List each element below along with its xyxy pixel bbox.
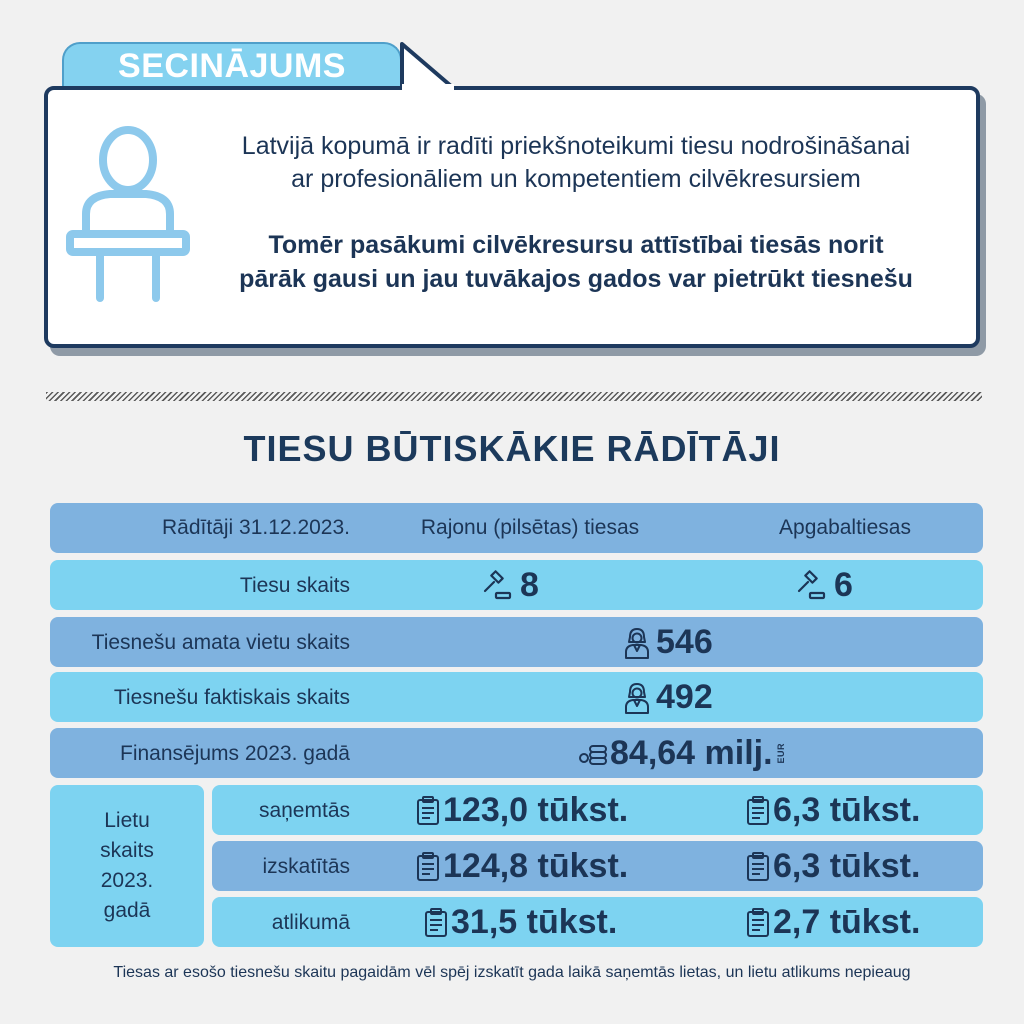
header-label: Rādītāji 31.12.2023. <box>162 516 350 539</box>
clipboard-icon <box>424 908 448 938</box>
section-title: TIESU BŪTISKĀKIE RĀDĪTĀJI <box>243 428 781 469</box>
courts-district-value <box>482 566 539 605</box>
clipboard-icon <box>746 908 770 938</box>
cases-label-line: gadā <box>103 899 151 922</box>
cases-pending-label: atlikumā <box>271 911 350 934</box>
footnote: Tiesas ar esošo tiesnešu skaitu pagaidām vēl spēj izskatīt gada laikā saņemtās lietas, un lietu atlikums nepieaug <box>113 964 911 981</box>
cases-label-line: skaits <box>100 839 154 862</box>
courts-regional-number: 6 <box>834 566 853 604</box>
cases-pending-district <box>424 903 617 942</box>
cases-reviewed-regional <box>746 847 920 886</box>
cases-received-district <box>416 791 628 830</box>
gavel-icon <box>482 570 514 602</box>
conclusion-line-2: ar profesionāliem un kompetentiem cilvēkresursiem <box>291 165 861 193</box>
cases-received-regional-number: 6,3 tūkst. <box>773 791 921 829</box>
clipboard-icon <box>746 852 770 882</box>
positions-value <box>624 623 713 662</box>
conclusion-bold-text <box>196 228 956 296</box>
positions-number: 546 <box>656 623 713 661</box>
conclusion-tab-label: SECINĀJUMS <box>118 47 346 85</box>
gavel-icon <box>796 570 828 602</box>
conclusion-line-1: Latvijā kopumā ir radīti priekšnoteikumi tiesu nodrošināšanai <box>241 132 911 160</box>
clipboard-icon <box>746 796 770 826</box>
courts-district-number: 8 <box>520 566 539 604</box>
funding-value <box>578 734 786 773</box>
cases-reviewed-regional-number: 6,3 tūkst. <box>773 847 921 885</box>
cases-reviewed-district <box>416 847 628 886</box>
clipboard-icon <box>416 796 440 826</box>
cases-received-label: saņemtās <box>258 799 350 822</box>
speaker-at-podium-icon <box>60 122 196 302</box>
cases-received-district-number: 123,0 tūkst. <box>443 791 629 829</box>
funding-label: Finansējums 2023. gadā <box>120 742 350 765</box>
cases-pending-district-number: 31,5 tūkst. <box>451 903 618 941</box>
coins-icon <box>578 738 608 770</box>
funding-unit: EUR <box>775 743 786 764</box>
header-col-district: Rajonu (pilsētas) tiesas <box>420 516 640 539</box>
hatched-divider <box>46 392 982 401</box>
pointer-cover <box>402 84 454 94</box>
conclusion-line-3: Tomēr pasākumi cilvēkresursu attīstībai tiesās norit <box>268 231 884 259</box>
judge-icon <box>624 627 650 659</box>
positions-label: Tiesnešu amata vietu skaits <box>91 631 350 654</box>
courts-label: Tiesu skaits <box>239 574 350 597</box>
clipboard-icon <box>416 852 440 882</box>
header-col-regional: Apgabaltiesas <box>779 516 911 539</box>
conclusion-regular-text <box>196 130 956 196</box>
cases-received-regional <box>746 791 920 830</box>
courts-regional-value <box>796 566 853 605</box>
actual-label: Tiesnešu faktiskais skaits <box>113 686 350 709</box>
cases-label-line: 2023. <box>100 869 154 892</box>
actual-number: 492 <box>656 678 713 716</box>
judge-icon <box>624 682 650 714</box>
cases-pending-regional <box>746 903 920 942</box>
cases-pending-regional-number: 2,7 tūkst. <box>773 903 921 941</box>
cases-reviewed-district-number: 124,8 tūkst. <box>443 847 629 885</box>
cases-reviewed-label: izskatītās <box>262 855 350 878</box>
cases-label-text <box>50 806 204 926</box>
cases-label-line: Lietu <box>104 809 150 832</box>
conclusion-line-4: pārāk gausi un jau tuvākajos gados var pietrūkt tiesnešu <box>239 265 913 293</box>
actual-value <box>624 678 713 717</box>
funding-number: 84,64 milj. <box>610 734 773 772</box>
